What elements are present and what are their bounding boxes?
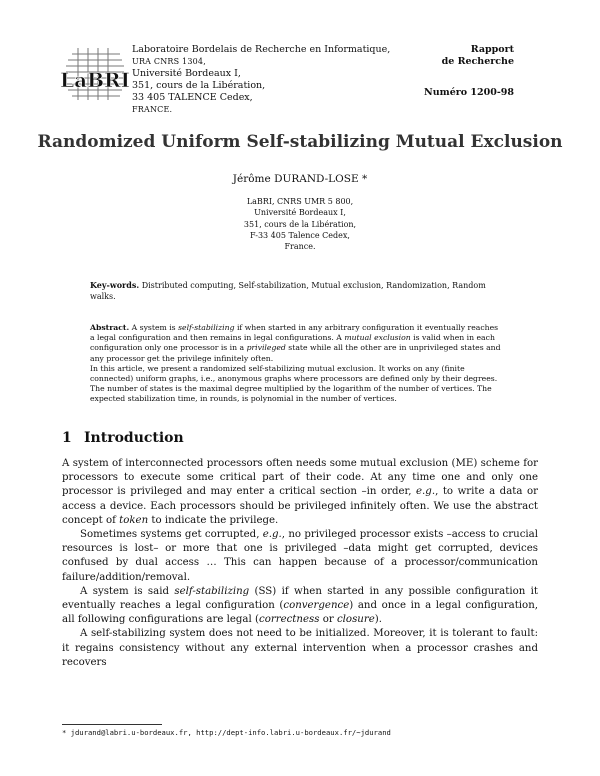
lab-address [132, 44, 390, 116]
lab-line: Université Bordeaux I, [132, 68, 241, 79]
abstract-emphasis: self-stabilizing [178, 323, 235, 332]
text-italic: convergence [283, 600, 350, 612]
text: Sometimes systems get corrupted, [80, 529, 260, 541]
text-italic: token [119, 514, 149, 526]
abstract [90, 323, 502, 405]
affiliation-line: France. [284, 242, 316, 252]
keywords-label: Key-words. [90, 280, 140, 290]
author: Jérôme DURAND-LOSE * [232, 173, 368, 185]
text-italic: e.g. [262, 529, 282, 541]
abstract-text: is valid when in each configuration only one processor is in a [90, 333, 495, 353]
paper-title: Randomized Uniform Self-stabilizing Mutual Exclusion [37, 132, 563, 152]
section-heading [62, 430, 184, 446]
affiliation-line: Université Bordeaux I, [254, 208, 346, 218]
lab-line: 351, cours de la Libération, [132, 80, 266, 91]
text-italic: closure [336, 614, 375, 626]
labri-logo [60, 46, 130, 102]
text: to indicate the privilege. [151, 514, 279, 526]
text: A system is said [80, 585, 170, 597]
affiliation-line: F-33 405 Talence Cedex, [250, 230, 350, 240]
footnote: * jdurand@labri.u-bordeaux.fr, http://dept-info.labri.u-bordeaux.fr/~jdurand [62, 728, 391, 737]
paragraph [62, 457, 538, 528]
keywords-text: Distributed computing, Self-stabilization, Mutual exclusion, Randomization, Random walks. [90, 281, 486, 301]
paragraph [62, 585, 538, 628]
text: , to write a data or access a device. Each processors should be privileged infinitely often. We use the abstract concept of [62, 486, 538, 526]
affiliation-line: LaBRI, CNRS UMR 5 800, [246, 197, 354, 206]
text-italic: correctness [258, 614, 320, 626]
section-title: Introduction [84, 430, 184, 446]
abstract-paragraph: In this article, we present a randomized self-stabilizing mutual exclusion. It works on any (finite connected) uniform graphs, i.e., anonymous graphs where processors are defined only by their degrees. The number of states is the maximal degree multiplied by the logarithm of the number of vertices. The expected stabilization time, in rounds, is polynomial in the number of vertices. [90, 363, 498, 404]
paragraph: A self-stabilizing system does not need to be initialized. Moreover, it is tolerant to fault: it regains consistency without any external intervention when a processor crashes and recovers [62, 628, 538, 668]
footnote-rule [62, 724, 162, 725]
lab-line: Laboratoire Bordelais de Recherche en Informatique, [132, 44, 391, 55]
abstract-text: A system is [131, 323, 176, 332]
abstract-emphasis: privileged [246, 343, 286, 353]
affiliation-line: 351, cours de la Libération, [243, 219, 357, 229]
abstract-text: if when started in any arbitrary configuration it eventually reaches a legal configuration and then remains in legal configurations. A [90, 323, 499, 343]
section-number: 1 [62, 430, 72, 446]
abstract-label: Abstract. [90, 323, 130, 332]
text: ). [374, 614, 382, 626]
text: A system of interconnected processors often needs some mutual exclusion (ME) scheme for processors to execute some critical part of their code. At any time one and only one processor is privileged and may enter a critical section –in order, [62, 458, 538, 498]
text-italic: self-stabilizing [174, 585, 250, 597]
text: (SS) if when started in any possible configuration it eventually reaches a legal configuration ( [62, 585, 538, 612]
report-info [394, 44, 514, 99]
report-type: Rapport [470, 44, 514, 55]
lab-line: FRANCE. [132, 105, 173, 114]
lab-line: URA CNRS 1304, [132, 57, 206, 66]
text: , no privileged processor exists –access to crucial resources is lost– or more that one is privileged –data might get corrupted, devices confused by dual access … This can happen because of a processor/communication failure/addition/removal. [62, 529, 538, 583]
text: or [322, 614, 334, 626]
report-type: de Recherche [441, 56, 514, 67]
abstract-text: state while all the other are in unprivileged states and any processor get the privilege infinitely often. [90, 343, 501, 363]
lab-line: 33 405 TALENCE Cedex, [132, 92, 253, 103]
text-italic: e.g. [416, 486, 436, 498]
body-text [62, 457, 538, 670]
report-number: Numéro 1200-98 [424, 87, 514, 98]
keywords [90, 280, 502, 302]
abstract-emphasis: mutual exclusion [344, 333, 411, 343]
abstract-paragraph [90, 323, 502, 364]
paragraph [62, 528, 538, 585]
affiliation [0, 196, 600, 252]
logo-text: LaBRI [60, 68, 130, 92]
text: ) and once in a legal configuration, all following configurations are legal ( [62, 600, 538, 626]
